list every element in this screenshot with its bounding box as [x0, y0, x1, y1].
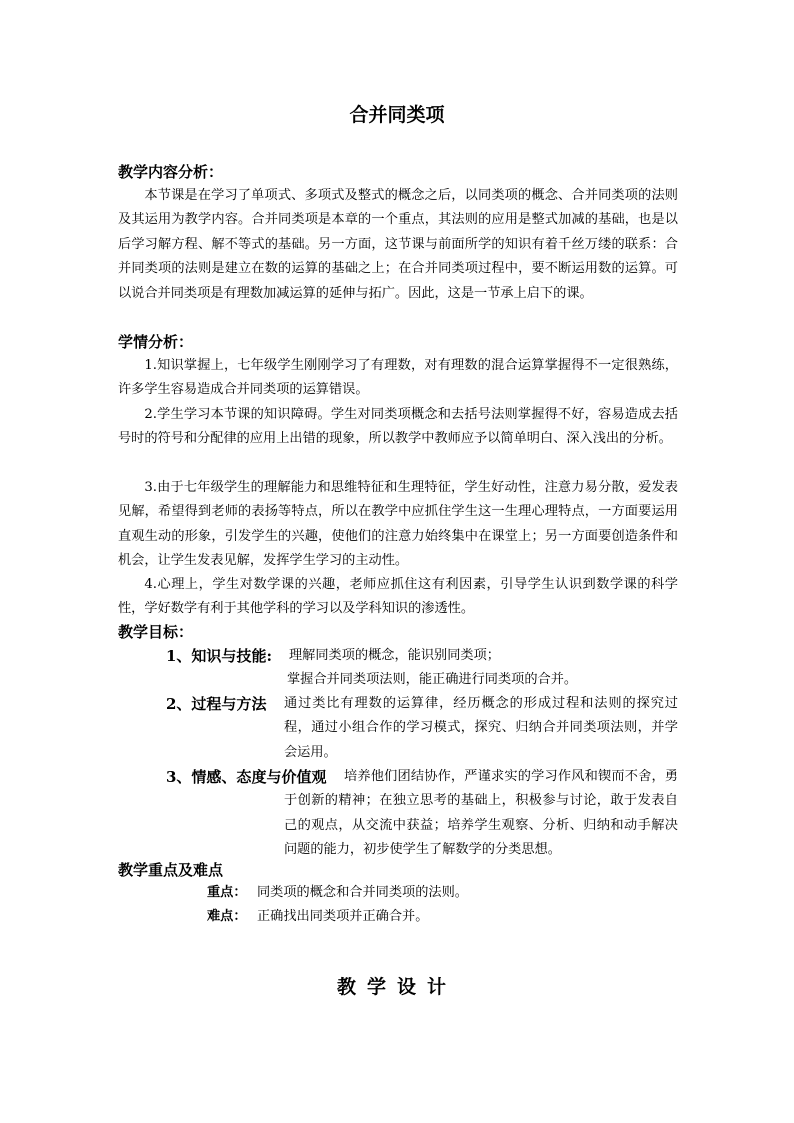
content-analysis-heading: 教学内容分析： [118, 163, 224, 181]
key-point-text: 同类项的概念和合并同类项的法则。 [257, 885, 468, 900]
goal-process-label: 2、过程与方法 [166, 695, 267, 713]
student-analysis-item-1: 1.知识掌握上，七年级学生刚刚学习了有理数，对有理数的混合运算掌握得不一定很熟练，许多学生容易造成合并同类项的运算错误。 [118, 358, 678, 398]
student-analysis-item-3: 3.由于七年级学生的理解能力和思维特征和生理特征，学生好动性，注意力易分散，爱发表见解，希望得到老师的表扬等特点，所以在教学中应抓住学生这一生理心理特点，一方面要运用直观生动的形象，引发学生的兴趣，使他们的注意力始终集中在课堂上；另一方面要创造条件和机会，让学生发表见解，发挥学生学习的主动性。 [118, 480, 678, 569]
content-analysis-text: 本节课是在学习了单项式、多项式及整式的概念之后，以同类项的概念、合并同类项的法则及其运用为教学内容。合并同类项是本章的一个重点，其法则的应用是整式加减的基础，也是以后学习解方程、解不等式的基础。另一方面，这节课与前面所学的知识有着千丝万缕的联系：合并同类项的法则是建立在数的运算的基础之上；在合并同类项过程中，要不断运用数的运算。可以说合并同类项是有理数加减运算的延伸与拓广。因此，这是一节承上启下的课。 [118, 188, 678, 301]
goal-knowledge-line-2: 掌握合并同类项法则，能正确进行同类项的合并。 [287, 672, 578, 687]
goal-process-text: 通过类比有理数的运算律，经历概念的形成过程和法则的探究过程，通过小组合作的学习模式，探究、归纳合并同类项法则，并学会运用。 [284, 696, 678, 760]
goal-knowledge-label: 1、知识与技能: [166, 647, 272, 665]
student-analysis-item-2: 2.学生学习本节课的知识障碍。学生对同类项概念和去括号法则掌握得不好，容易造成去括号时的符号和分配律的应用上出错的现象，所以教学中教师应予以简单明白、深入浅出的分析。 [118, 407, 678, 447]
goal-emotion-label: 3、情感、态度与价值观 [166, 768, 327, 786]
key-point-label: 重点： [207, 885, 247, 900]
document-title: 合并同类项 [349, 104, 445, 126]
student-analysis-item-4: 4.心理上，学生对数学课的兴趣，老师应抓住这有利因素，引导学生认识到数学课的科学性，学好数学有利于其他学科的学习以及学科知识的渗透性。 [118, 577, 678, 617]
difficulty-label: 难点： [207, 909, 247, 924]
key-points-heading: 教学重点及难点 [118, 861, 224, 879]
student-analysis-heading: 学情分析： [118, 333, 194, 351]
goal-emotion-text: 培养他们团结协作，严谨求实的学习作风和锲而不舍，勇于创新的精神；在独立思考的基础上，积极参与讨论，敢于发表自己的观点，从交流中获益；培养学生观察、分析、归纳和动手解决问题的能力，初步使学生了解数学的分类思想。 [284, 769, 678, 858]
goal-knowledge-line-1: 理解同类项的概念，能识别同类项； [289, 648, 500, 663]
objectives-heading: 教学目标： [118, 623, 194, 641]
design-title: 教学设计 [336, 976, 457, 998]
difficulty-text: 正确找出同类项并正确合并。 [257, 909, 429, 924]
